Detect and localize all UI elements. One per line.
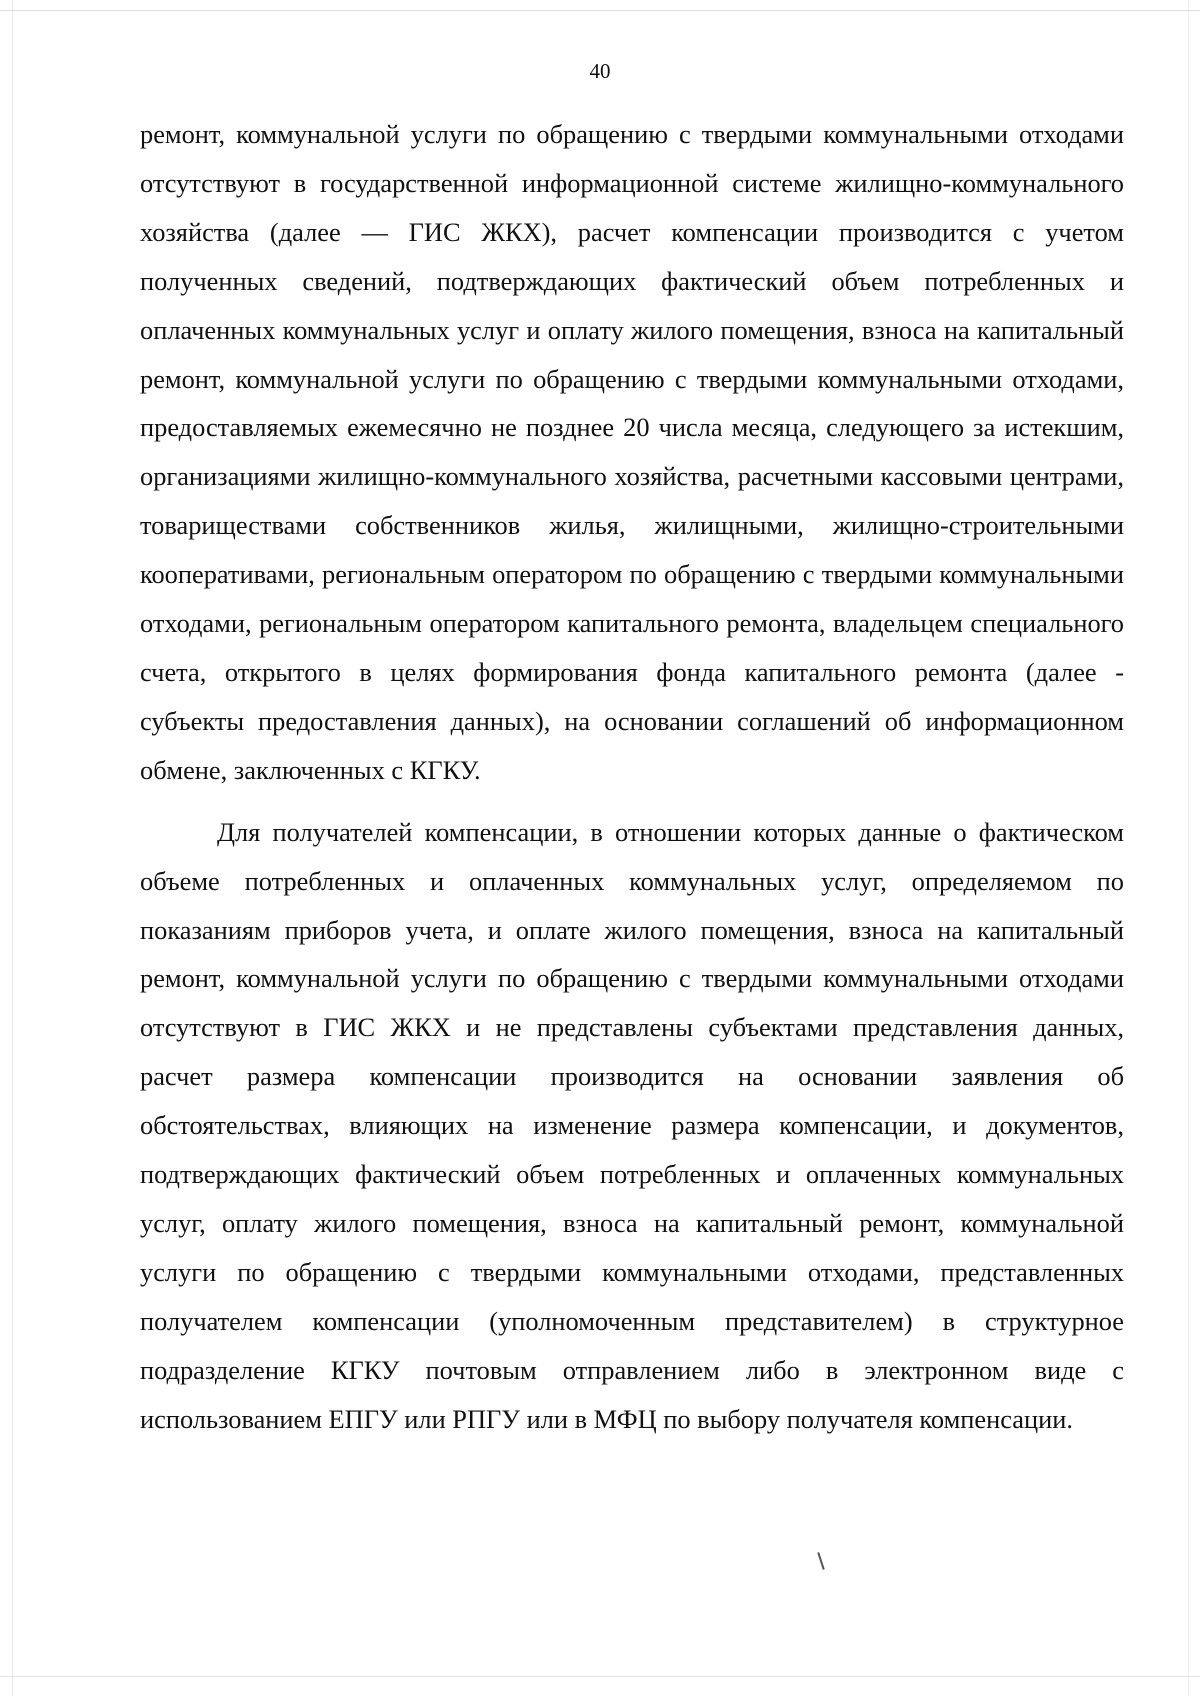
paragraph-1: ремонт, коммунальной услуги по обращению с твердыми коммунальными отходами отсутствуют в государственной информационной системе жилищно-коммунального хозяйства (далее — ГИС ЖКХ), расчет компенсации производится с учетом полученных сведений, подтверждающих фактический объем потребленных и оплаченных коммунальных услуг и оплату жилого помещения, взноса на капитальный ремонт, коммунальной услуги по обращению с твердыми коммунальными отходами, предоставляемых ежемесячно не позднее 20 числа месяца, следующего за истекшим, организациями жилищно-коммунального хозяйства, расчетными кассовыми центрами, товариществами собственников жилья, жилищными, жилищно-строительными кооперативами, региональным оператором по обращению с твердыми коммунальными отходами, региональным оператором капитального ремонта, владельцем специального счета, открытого в целях формирования фонда капитального ремонта (далее - субъекты предоставления данных), на основании соглашений об информационном обмене, заключенных с КГКУ. <box>140 119 1124 785</box>
document-body <box>140 110 1124 1443</box>
scan-edge-bottom <box>0 1676 1200 1677</box>
scan-stray-mark <box>817 1552 824 1570</box>
scan-edge-top <box>0 10 1200 11</box>
page-number: 40 <box>589 59 611 83</box>
scan-edge-left <box>12 0 13 1696</box>
scan-edge-right <box>1188 0 1189 1696</box>
paragraph-2: Для получателей компенсации, в отношении которых данные о фактическом объеме потребленных и оплаченных коммунальных услуг, определяемом по показаниям приборов учета, и оплате жилого помещения, взноса на капитальный ремонт, коммунальной услуги по обращению с твердыми коммунальными отходами отсутствуют в ГИС ЖКХ и не представлены субъектами представления данных, расчет размера компенсации производится на основании заявления об обстоятельствах, влияющих на изменение размера компенсации, и документов, подтверждающих фактический объем потребленных и оплаченных коммунальных услуг, оплату жилого помещения, взноса на капитальный ремонт, коммунальной услуги по обращению с твердыми коммунальными отходами, представленных получателем компенсации (уполномоченным представителем) в структурное подразделение КГКУ почтовым отправлением либо в электронном виде с использованием ЕПГУ или РПГУ или в МФЦ по выбору получателя компенсации. <box>140 816 1124 1434</box>
